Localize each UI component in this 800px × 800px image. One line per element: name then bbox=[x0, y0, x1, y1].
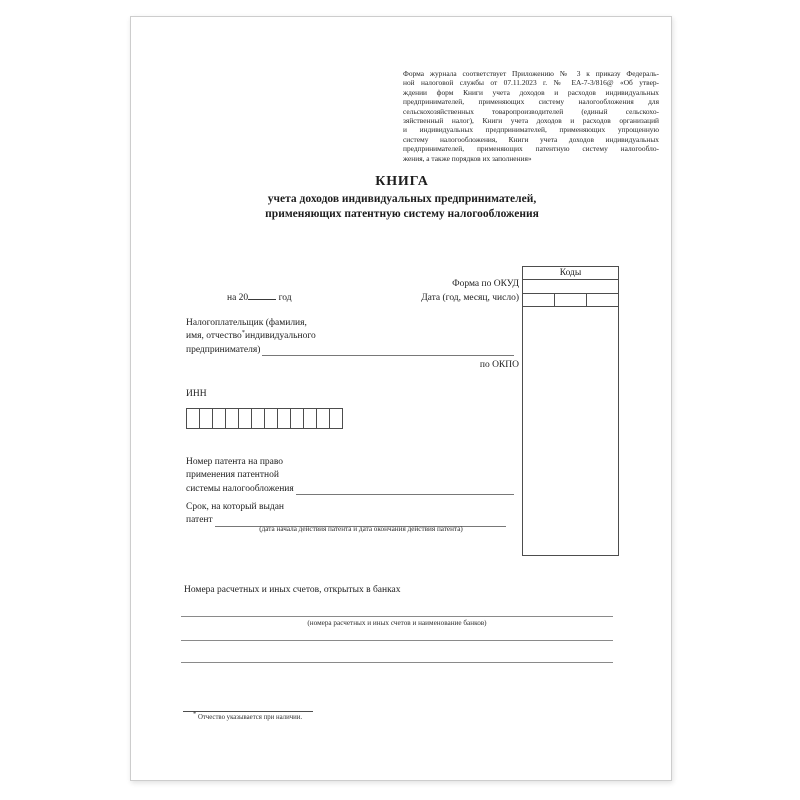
bank-accounts-line-3 bbox=[181, 662, 613, 663]
legal-note-line: ждении форм Книги учета доходов и расходов индивидуальных bbox=[403, 87, 659, 97]
inn-cell bbox=[251, 408, 265, 429]
bank-accounts-line-1 bbox=[181, 616, 613, 617]
legal-reference-note bbox=[403, 69, 659, 163]
taxpayer-line-2: имя, отчество*индивидуального bbox=[186, 329, 316, 342]
footnote-divider bbox=[183, 711, 313, 712]
legal-note-line: систему налогообложения, Книги учета доходов индивидуальных bbox=[403, 134, 659, 144]
year-prefix: на 20 bbox=[227, 293, 249, 303]
date-year-cell bbox=[523, 294, 554, 306]
inn-label: ИНН bbox=[186, 389, 207, 399]
year-blank-line bbox=[248, 290, 276, 300]
page-title: КНИГА bbox=[375, 174, 429, 189]
footnote-text: * Отчество указывается при наличии. bbox=[193, 710, 303, 721]
patent-term-field bbox=[186, 501, 506, 528]
subtitle-line-2: применяющих патентную систему налогообложения bbox=[265, 208, 539, 220]
inn-grid bbox=[186, 408, 343, 429]
inn-cell bbox=[238, 408, 252, 429]
date-day-cell bbox=[586, 294, 618, 306]
patent-number-line-3: системы налогообложения bbox=[186, 483, 514, 496]
patent-number-field bbox=[186, 456, 514, 496]
legal-note-line: ной налоговой службы от 07.11.2023 г. № ЕА-7-3/816@ «Об утвер- bbox=[403, 78, 659, 88]
inn-cell bbox=[316, 408, 330, 429]
patent-number-line-1: Номер патента на право bbox=[186, 457, 284, 467]
bank-accounts-label: Номера расчетных и иных счетов, открытых в банках bbox=[184, 585, 401, 595]
patent-term-caption: (дата начала действия патента и дата окончания действия патента) bbox=[259, 525, 463, 533]
taxpayer-line-3: предпринимателя) bbox=[186, 344, 514, 357]
inn-cell bbox=[264, 408, 278, 429]
page-subtitle bbox=[131, 192, 673, 222]
inn-cell bbox=[199, 408, 213, 429]
codes-table-header: Коды bbox=[523, 267, 618, 280]
inn-cell bbox=[277, 408, 291, 429]
subtitle-line-1: учета доходов индивидуальных предпринимателей, bbox=[267, 193, 537, 205]
legal-note-line: зяйственный налог), Книги учета доходов и расходов организаций bbox=[403, 116, 659, 126]
legal-note-line: предпринимателей, применяющих патентную систему налогообло- bbox=[403, 144, 659, 154]
okud-label: Форма по ОКУД bbox=[452, 279, 519, 289]
date-label: Дата (год, месяц, число) bbox=[421, 293, 519, 303]
patent-term-line-2: патент bbox=[186, 514, 506, 527]
taxpayer-line-1: Налогоплательщик (фамилия, bbox=[186, 318, 307, 328]
inn-cell bbox=[290, 408, 304, 429]
patent-number-line-2: применения патентной bbox=[186, 470, 279, 481]
legal-note-line: предпринимателей, применяющих систему налогообложения для bbox=[403, 97, 659, 107]
inn-cell bbox=[329, 408, 343, 429]
legal-note-line: сельскохозяйственных товаропроизводителей (единый сельскохо- bbox=[403, 106, 659, 116]
codes-body-cell bbox=[523, 307, 618, 555]
date-month-cell bbox=[554, 294, 586, 306]
legal-note-line: жения, а также порядков их заполнения» bbox=[403, 153, 532, 163]
year-field bbox=[227, 290, 292, 305]
bank-accounts-line-2 bbox=[181, 640, 613, 641]
footnote-marker: * bbox=[241, 329, 246, 337]
codes-table bbox=[522, 266, 619, 556]
year-suffix: год bbox=[278, 293, 292, 303]
legal-note-line: и индивидуальных предпринимателей, применяющих упрощенную bbox=[403, 125, 659, 135]
bank-accounts-caption: (номера расчетных и иных счетов и наименование банков) bbox=[307, 619, 487, 627]
inn-cell bbox=[303, 408, 317, 429]
taxpayer-field bbox=[186, 317, 514, 357]
patent-number-blank-line bbox=[296, 483, 514, 495]
inn-cell bbox=[225, 408, 239, 429]
patent-term-line-1: Срок, на который выдан bbox=[186, 502, 285, 512]
inn-cell bbox=[186, 408, 200, 429]
date-code-row bbox=[523, 294, 618, 307]
inn-cell bbox=[212, 408, 226, 429]
footnote-marker: * bbox=[193, 710, 197, 718]
legal-note-line: Форма журнала соответствует Приложению № 3 к приказу Федераль- bbox=[403, 69, 659, 78]
okud-code-cell bbox=[523, 280, 618, 294]
taxpayer-blank-line bbox=[262, 344, 514, 356]
okpo-label: по ОКПО bbox=[479, 360, 519, 370]
form-page bbox=[130, 16, 672, 781]
